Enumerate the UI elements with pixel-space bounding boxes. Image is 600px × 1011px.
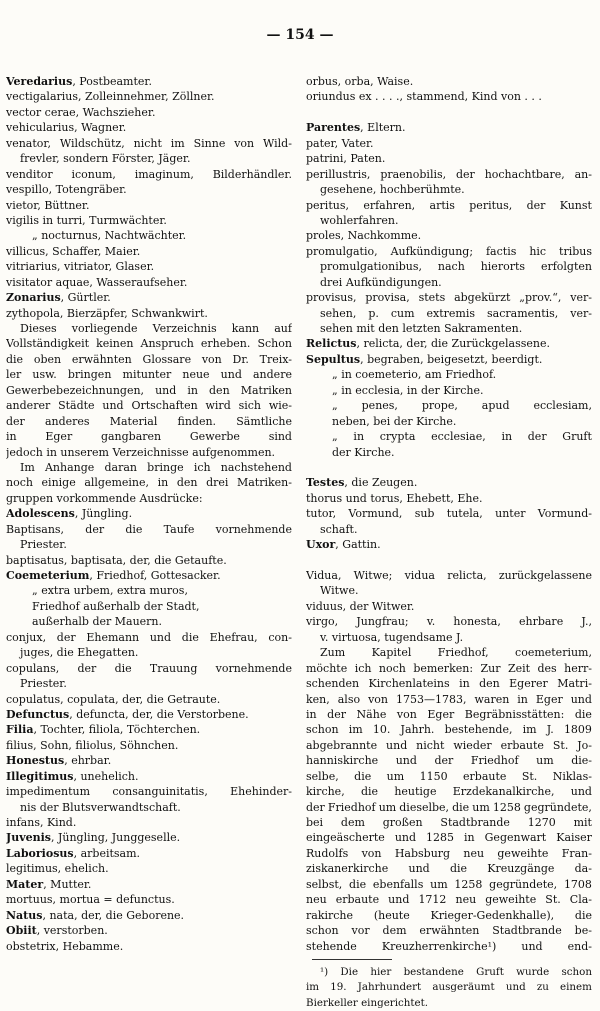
text-line: selbst, die ebenfalls um 1258 gegründete, 1708 (306, 877, 592, 891)
text-line: Priester. (20, 677, 67, 691)
text-line: vitriarius, vitriator, Glaser. (6, 260, 155, 274)
text-line: sehen mit den letzten Sakramenten. (320, 322, 523, 335)
text-line: Illegitimus, unehelich. (6, 769, 139, 783)
text-line: viduus, der Witwer. (306, 599, 415, 613)
text-line: schaft. (320, 522, 358, 536)
text-line: vehicularius, Wagner. (6, 121, 127, 135)
text-line: sehen, p. cum extremis sacramentis, ver- (320, 306, 592, 320)
text-line: „ extra urbem, extra muros, (32, 584, 188, 598)
text-line: promulgationibus, nach hierorts erfolgten (320, 260, 592, 274)
text-line: selbe, die um 1150 erbaute St. Niklas- (306, 769, 592, 783)
text-line (306, 553, 592, 568)
text-line: rakirche (heute Krieger-Gedenkhalle), die (306, 908, 592, 922)
text-line: Dieses vorliegende Verzeichnis kann auf (20, 322, 292, 335)
right-column (306, 74, 592, 1011)
text-line: copulans, der die Trauung vornehmende (6, 661, 292, 675)
text-line: wohlerfahren. (320, 213, 399, 227)
text-line: der Friedhof um dieselbe, die um 1258 gegründete, (306, 800, 592, 814)
text-line: vietor, Büttner. (6, 198, 90, 212)
text-line: Natus, nata, der, die Geborene. (6, 908, 185, 922)
text-line: Mater, Mutter. (6, 877, 92, 891)
text-line: Witwe. (320, 584, 359, 598)
text-line: juges, die Ehegatten. (20, 646, 139, 660)
text-line: conjux, der Ehemann und die Ehefrau, con- (6, 630, 292, 644)
text-line (306, 460, 592, 475)
text-line: Obiit, verstorben. (6, 924, 108, 938)
text-line: „ nocturnus, Nachtwächter. (32, 229, 187, 243)
text-line: frevler, sondern Förster, Jäger. (20, 152, 191, 166)
text-line: der anderes Material finden. Sämtliche (6, 414, 292, 428)
text-line: ziskanerkirche und die Kreuzgänge da- (306, 862, 592, 876)
text-line: schenden Kirchenlateins in den Egerer Matri- (306, 677, 592, 691)
text-line: Relictus, relicta, der, die Zurückgelassene. (306, 337, 550, 351)
text-line: nis der Blutsverwandtschaft. (20, 800, 181, 814)
text-line: Filia, Tochter, filiola, Töchterchen. (6, 723, 201, 737)
text-line: möchte ich noch bemerken: Zur Zeit des herr- (306, 661, 592, 675)
text-line: noch einige allgemeine, in den drei Matriken- (6, 476, 292, 490)
text-line: „ in ecclesia, in der Kirche. (332, 383, 484, 397)
text-line: die oben erwähnten Glossare von Dr. Treix- (6, 352, 292, 366)
text-line: Rudolfs von Habsburg neu geweihte Fran- (306, 846, 592, 860)
page-number: — 154 — (266, 27, 334, 43)
text-line: provisus, provisa, stets abgekürzt „prov.“, ver- (306, 291, 592, 305)
text-line: Uxor, Gattin. (306, 538, 381, 552)
text-line: Baptisans, der die Taufe vornehmende (6, 522, 292, 536)
text-line: baptisatus, baptisata, der, die Getaufte. (6, 553, 227, 567)
text-line: Laboriosus, arbeitsam. (6, 846, 141, 860)
text-line: hanniskirche und der Friedhof um die- (306, 754, 592, 768)
text-line: Adolescens, Jüngling. (6, 507, 133, 521)
text-line: Defunctus, defuncta, der, die Verstorbene. (6, 707, 249, 721)
text-line: Coemeterium, Friedhof, Gottesacker. (6, 569, 221, 582)
text-line: stehende Kreuzherrenkirche¹) und end- (306, 939, 592, 953)
text-line: Friedhof außerhalb der Stadt, (32, 599, 200, 613)
text-line: Bierkeller eingerichtet. (306, 996, 429, 1009)
text-line: neben, bei der Kirche. (332, 414, 457, 428)
text-line: mortuus, mortua = defunctus. (6, 893, 175, 907)
text-line: eingeäscherte und 1285 in Gegenwart Kaiser (306, 831, 592, 845)
text-line: zythopola, Bierzäpfer, Schwankwirt. (6, 306, 208, 320)
text-line: villicus, Schaffer, Maier. (6, 244, 141, 258)
text-line: obstetrix, Hebamme. (6, 939, 124, 953)
text-line: thorus und torus, Ehebett, Ehe. (306, 491, 483, 505)
text-line: Im Anhange daran bringe ich nachstehend (20, 460, 292, 474)
left-column (6, 74, 292, 954)
text-line: vigilis in turri, Turmwächter. (6, 213, 167, 227)
text-line: drei Aufkündigungen. (320, 275, 442, 289)
text-line: impedimentum consanguinitatis, Ehehinder- (6, 785, 292, 799)
footnote-rule (312, 959, 392, 960)
text-line: v. virtuosa, tugendsame J. (320, 630, 464, 644)
text-line: Zum Kapitel Friedhof, coemeterium, (320, 646, 592, 660)
text-line: außerhalb der Mauern. (32, 615, 163, 629)
text-line: oriundus ex . . . ., stammend, Kind von . . . (306, 90, 542, 104)
text-line: „ in coemeterio, am Friedhof. (332, 368, 497, 382)
text-line: ken, also von 1753—1783, waren in Eger und (306, 692, 592, 706)
text-line: schon vor dem erwähnten Stadtbrande be- (306, 924, 592, 938)
text-line: promulgatio, Aufkündigung; factis hic tribus (306, 244, 592, 258)
text-line: legitimus, ehelich. (6, 862, 109, 876)
text-line: peritus, erfahren, artis peritus, der Kunst (306, 198, 592, 212)
text-line: in der Nähe von Eger Begräbnisstätten: die (306, 707, 592, 721)
text-line: Honestus, ehrbar. (6, 754, 112, 768)
text-line: orbus, orba, Waise. (306, 75, 414, 88)
text-line: kirche, die heutige Erzdekanalkirche, und (306, 785, 592, 799)
text-line: Gewerbebezeichnungen, und in den Matriken (6, 383, 292, 397)
text-line: abgebrannte und nicht wieder erbaute St. Jo- (306, 738, 592, 752)
text-line: vespillo, Totengräber. (6, 183, 127, 197)
text-line: „ in crypta ecclesiae, in der Gruft (332, 430, 592, 444)
text-line: Juvenis, Jüngling, Junggeselle. (6, 831, 181, 845)
text-line: schon im 10. Jahrh. bestehende, im J. 1809 (306, 723, 592, 737)
text-line: Zonarius, Gürtler. (6, 291, 111, 305)
text-line: pater, Vater. (306, 136, 374, 150)
text-line: Sepultus, begraben, beigesetzt, beerdigt. (306, 352, 543, 366)
text-line (306, 105, 592, 120)
text-line: venditor iconum, imaginum, Bilderhändler. (6, 167, 292, 181)
text-line: vectigalarius, Zolleinnehmer, Zöllner. (6, 90, 215, 104)
text-line: der Kirche. (332, 445, 395, 459)
text-line: filius, Sohn, filiolus, Söhnchen. (6, 738, 179, 752)
text-line: „ penes, prope, apud ecclesiam, (332, 399, 592, 413)
text-line: proles, Nachkomme. (306, 229, 422, 243)
text-line: anderer Städte und Ortschaften wird sich wie- (6, 399, 292, 413)
text-line: gruppen vorkommende Ausdrücke: (6, 491, 203, 505)
text-line: Vollständigkeit keinen Anspruch erheben. Schon (6, 337, 292, 351)
text-line: in Eger gangbaren Gewerbe sind (6, 430, 292, 444)
text-line: copulatus, copulata, der, die Getraute. (6, 692, 221, 706)
text-line: virgo, Jungfrau; v. honesta, ehrbare J., (306, 615, 592, 629)
text-line: venator, Wildschütz, nicht im Sinne von Wild- (6, 136, 292, 150)
text-line: bei dem großen Stadtbrande 1270 mit (306, 816, 592, 829)
text-line: Veredarius, Postbeamter. (6, 75, 152, 88)
text-line: visitator aquae, Wasseraufseher. (6, 275, 188, 289)
text-line: Priester. (20, 538, 67, 552)
text-line: im 19. Jahrhundert ausgeräumt und zu einem (306, 981, 592, 994)
text-line: neu erbaute und 1712 neu geweihte St. Cla- (306, 893, 592, 907)
text-line: patrini, Paten. (306, 152, 386, 166)
text-line: vector cerae, Wachszieher. (6, 105, 156, 119)
text-line: tutor, Vormund, sub tutela, unter Vormund- (306, 507, 592, 521)
text-line: gesehene, hochberühmte. (320, 183, 465, 197)
text-line: ler usw. bringen mitunter neue und andere (6, 368, 292, 382)
text-line: Vidua, Witwe; vidua relicta, zurückgelassene (306, 569, 592, 582)
text-line: Testes, die Zeugen. (306, 476, 418, 490)
text-line: perillustris, praenobilis, der hochachtbare, an- (306, 167, 592, 181)
text-line: jedoch in unserem Verzeichnisse aufgenommen. (6, 445, 276, 459)
text-line: ¹) Die hier bestandene Gruft wurde schon (320, 965, 592, 978)
text-line: Parentes, Eltern. (306, 121, 406, 135)
text-line: infans, Kind. (6, 816, 77, 829)
